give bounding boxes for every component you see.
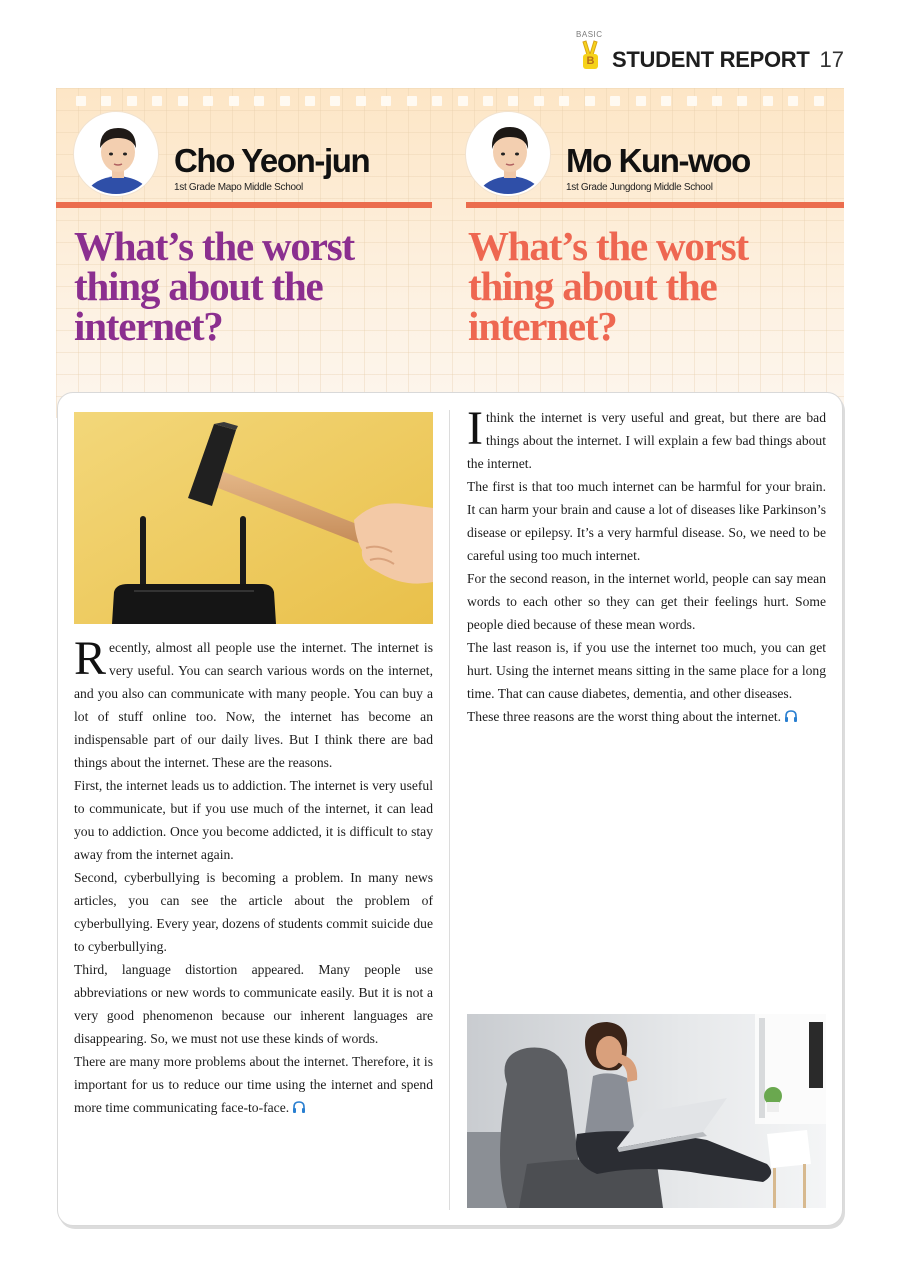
perforation-square [101,96,111,106]
perforation-square [330,96,340,106]
perforation-square [203,96,213,106]
paragraph: The first is that too much internet can be harmful for your brain. It can harm your brain and cause a lot of diseases like Parkinson’s disease or epilepsy. It’s a very harmful disease. So, we need to be careful using too much internet. [467,479,826,563]
badge-label: BASIC [576,30,603,39]
perforation-square [814,96,824,106]
article-left [74,632,433,1119]
title-rule-right [466,202,844,208]
author-right [466,112,844,208]
perforation-square [356,96,366,106]
perforation-square [76,96,86,106]
perforation-square [661,96,671,106]
avatar [466,112,550,196]
perforation-square [712,96,722,106]
perforation-square [559,96,569,106]
report-title: STUDENT REPORT [612,47,810,72]
author-school: 1st Grade Mapo Middle School [174,182,303,193]
perforation-square [636,96,646,106]
badge-letter: B [583,54,598,69]
perforation-strip [76,96,824,108]
drop-cap: R [74,632,107,685]
paragraph: There are many more problems about the internet. Therefore, it is important for us to reduce our time using the internet and spend more time communicating face-to-face. [74,1054,433,1115]
drop-cap: I [467,402,483,455]
perforation-square [458,96,468,106]
perforation-square [280,96,290,106]
perforation-square [432,96,442,106]
paragraph: Ithink the internet is very useful and great, but there are bad things about the internet. I will explain a few bad things about the internet. [467,402,826,471]
paragraph: Recently, almost all people use the internet. The internet is very useful. You can search various words on the internet, and you also can communicate with many people. You can buy a lot of stuff online too. Now, the internet has become an indispensable part of our daily lives. But I think there are bad things about the internet. These are the reasons. [74,632,433,770]
perforation-square [127,96,137,106]
perforation-square [407,96,417,106]
perforation-square [254,96,264,106]
hammer-router-photo [74,412,433,624]
perforation-square [305,96,315,106]
paragraph: For the second reason, in the internet world, people can say mean words to each other so they can get their feelings hurt. Some people died because of these mean words. [467,571,826,632]
headline-left: What’s the worst thing about the internet? [74,223,354,349]
basic-badge [576,30,604,74]
author-school: 1st Grade Jungdong Middle School [566,182,713,193]
perforation-square [534,96,544,106]
perforation-square [381,96,391,106]
perforation-square [763,96,773,106]
perforation-square [508,96,518,106]
perforation-square [687,96,697,106]
paragraph: These three reasons are the worst thing about the internet. [467,705,826,728]
article-right [467,402,826,728]
perforation-square [483,96,493,106]
paragraph: Second, cyberbullying is becoming a problem. In many news articles, you can see the article about the problem of cyberbullying. Every year, dozens of students commit suicide due to cyberbullying. [74,870,433,954]
title-banner [56,88,844,418]
title-rule-left [56,202,432,208]
avatar [74,112,158,196]
headphones-icon [784,710,798,722]
perforation-square [610,96,620,106]
tired-woman-laptop-photo [467,1014,826,1208]
paragraph: The last reason is, if you use the internet too much, you can get hurt. Using the internet means sitting in the same place for a long time. That can cause diabetes, dementia, and other diseases. [467,640,826,701]
woman-laptop-illustration [467,1014,826,1208]
student-portrait-icon [468,114,550,196]
perforation-square [788,96,798,106]
paragraph: Third, language distortion appeared. Many people use abbreviations or new words to communicate easily. But it is not a very good phenomenon because our inherent languages are disappearing. So, we must not use these kinds of words. [74,962,433,1046]
author-name: Mo Kun-woo [566,142,750,179]
author-name: Cho Yeon-jun [174,142,370,179]
perforation-square [178,96,188,106]
perforation-square [152,96,162,106]
perforation-square [585,96,595,106]
column-divider [449,410,450,1210]
headline-right: What’s the worst thing about the internet? [468,223,748,349]
author-left [74,112,432,208]
page-number: 17 [819,47,844,72]
perforation-square [229,96,239,106]
hammer-router-illustration [74,412,433,624]
headphones-icon [292,1101,306,1113]
page-header [576,30,844,74]
student-portrait-icon [76,114,158,196]
perforation-square [737,96,747,106]
paragraph: First, the internet leads us to addiction. The internet is very useful to communicate, but if you use much of the internet, it can lead you to addiction. Once you become addicted, it is difficult to stay away from the internet again. [74,778,433,862]
